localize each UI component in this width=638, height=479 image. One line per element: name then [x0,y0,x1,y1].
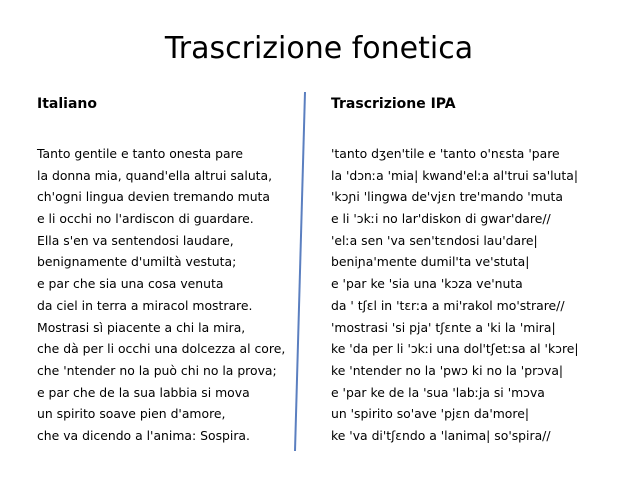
slide-title: Trascrizione fonetica [164,31,474,66]
ipa-line: e 'par ke 'sia una 'kɔza ve'nuta [331,276,523,292]
italian-line: che 'ntender no la può chi no la prova; [37,362,277,378]
italian-line: ch'ogni lingua devien tremando muta [37,189,270,205]
ipa-column-heading: Trascrizione IPA [331,96,456,112]
italian-line: Ella s'en va sentendosi laudare, [37,232,234,248]
ipa-line: 'tanto dʒen'tile e 'tanto o'nɛsta 'pare [331,146,560,161]
italian-line: benignamente d'umiltà vestuta; [37,254,237,270]
ipa-line: ke 'va di'tʃɛndo a 'lanima| so'spira// [331,427,551,443]
italian-line: Tanto gentile e tanto onesta pare [37,146,244,161]
ipa-line: 'kɔɲi 'lingwa de'vjɛn tre'mando 'muta [331,189,563,205]
italian-line: e li occhi no l'ardiscon di guardare. [37,211,254,227]
ipa-line: un 'spirito so'ave 'pjɛn da'more| [331,406,529,422]
italian-line: la donna mia, quand'ella altrui saluta, [37,167,273,183]
italian-line: un spirito soave pien d'amore, [37,406,226,422]
ipa-line: e 'par ke de la 'sua 'labːja si 'mɔva [331,384,545,400]
italian-poem-lines [37,143,299,447]
ipa-line: ke 'da per li 'ɔkːi una dol'tʃetːsa al 'kɔre| [331,341,579,357]
ipa-line: beniɲa'mente dumil'ta ve'stuta| [331,254,530,270]
italian-line: che dà per li occhi una dolcezza al core, [37,341,286,357]
italian-line: e par che sia una cosa venuta [37,276,224,292]
italian-line: da ciel in terra a miracol mostrare. [37,297,253,313]
italian-line: che va dicendo a l'anima: Sospira. [37,427,250,443]
ipa-line: da ' tʃɛl in 'tɛrːa a mi'rakol mo'strare// [331,297,565,313]
italian-column-heading: Italiano [37,96,97,112]
ipa-line: la 'dɔnːa 'mia| kwand'elːa al'trui sa'luta| [331,167,579,183]
ipa-line: ke 'ntender no la 'pwɔ ki no la 'prɔva| [331,362,564,378]
ipa-line: e li 'ɔkːi no lar'diskon di gwar'dare// [331,211,551,227]
italian-line: Mostrasi sì piacente a chi la mira, [37,319,246,335]
ipa-transcription-lines [331,143,621,447]
ipa-line: 'elːa sen 'va sen'tɛndosi lau'dare| [331,232,538,248]
ipa-line: 'mostrasi 'si pja' tʃɛnte a 'ki la 'mira| [331,319,556,335]
italian-line: e par che de la sua labbia si mova [37,384,250,400]
